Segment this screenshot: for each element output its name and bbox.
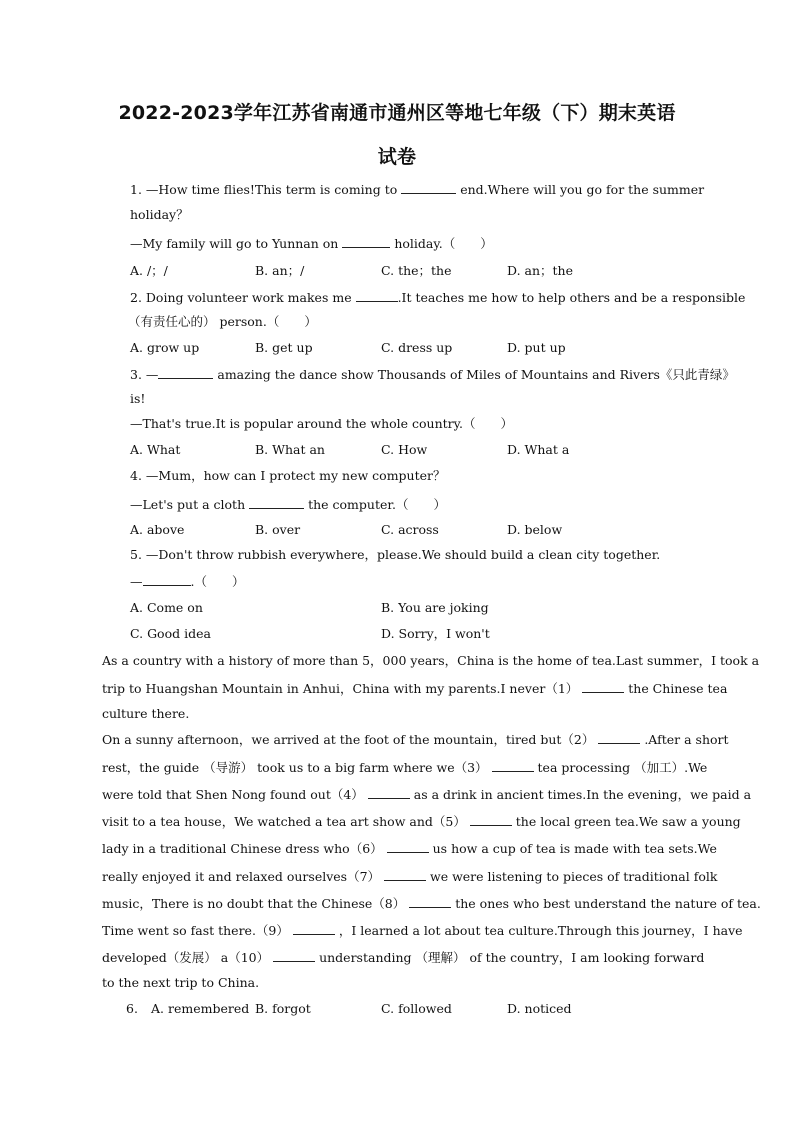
question-2-stem: 2. Doing volunteer work makes me .It teaches me how to help others and be a responsible bbox=[130, 290, 746, 305]
passage-line-9: really enjoyed it and relaxed ourselves（7） we were listening to pieces of traditional folk bbox=[102, 869, 718, 884]
answer-blank bbox=[356, 289, 398, 302]
cloze-blank-4 bbox=[368, 786, 410, 799]
passage-line-11: Time went so fast there.（9） ，I learned a lot about tea culture.Through this journey，I have bbox=[102, 923, 743, 938]
question-5-answer-line: — .（ ） bbox=[130, 574, 245, 589]
question-4-stem: 4. —Mum，how can I protect my new computer？ bbox=[130, 468, 446, 483]
question-3-stem-cont: is! bbox=[130, 391, 146, 406]
cloze-blank-10 bbox=[273, 949, 315, 962]
question-3-option-c: C. How bbox=[381, 442, 428, 457]
cloze-blank-9 bbox=[293, 922, 335, 935]
question-4-answer-line: —Let's put a cloth the computer.（ ） bbox=[130, 497, 446, 512]
answer-blank bbox=[143, 573, 191, 586]
question-3-answer-line: —That's true.It is popular around the whole country.（ ） bbox=[130, 416, 514, 431]
exam-title-line1: 2022-2023学年江苏省南通市通州区等地七年级（下）期末英语 bbox=[118, 102, 676, 124]
cloze-blank-5 bbox=[470, 813, 512, 826]
answer-blank bbox=[401, 181, 456, 194]
question-1-option-a: A. /；/ bbox=[130, 263, 168, 278]
answer-blank bbox=[249, 496, 304, 509]
question-1-option-c: C. the；the bbox=[381, 263, 452, 278]
question-3-stem: 3. — amazing the dance show Thousands of Miles of Mountains and Rivers《只此青绿》 bbox=[130, 367, 735, 382]
answer-blank bbox=[158, 366, 213, 379]
passage-line-8: lady in a traditional Chinese dress who（6） us how a cup of tea is made with tea sets.We bbox=[102, 841, 717, 856]
cloze-blank-2 bbox=[598, 731, 640, 744]
passage-line-12: developed（发展） a（10） understanding （理解） of the country，I am looking forward bbox=[102, 950, 705, 965]
passage-line-7: visit to a tea house，We watched a tea art show and（5） the local green tea.We saw a young bbox=[102, 814, 741, 829]
question-4-option-b: B. over bbox=[255, 522, 301, 537]
question-4-option-d: D. below bbox=[507, 522, 563, 537]
passage-line-4: On a sunny afternoon，we arrived at the foot of the mountain，tired but（2） .After a short bbox=[102, 732, 729, 747]
question-2-option-d: D. put up bbox=[507, 340, 566, 355]
passage-line-13: to the next trip to China. bbox=[102, 975, 260, 990]
question-5-option-b: B. You are joking bbox=[381, 600, 489, 615]
question-2-option-c: C. dress up bbox=[381, 340, 453, 355]
question-5-option-c: C. Good idea bbox=[130, 626, 211, 641]
cloze-blank-3 bbox=[492, 759, 534, 772]
question-6-option-c: C. followed bbox=[381, 1001, 452, 1016]
answer-blank bbox=[342, 235, 390, 248]
question-1-stem: 1. —How time flies!This term is coming to end.Where will you go for the summer bbox=[130, 182, 705, 197]
question-5-option-a: A. Come on bbox=[130, 600, 203, 615]
question-5-option-d: D. Sorry，I won't bbox=[381, 626, 490, 641]
passage-line-1: As a country with a history of more than 5，000 years，China is the home of tea.Last summer，I took a bbox=[102, 653, 760, 668]
question-1-answer-line: —My family will go to Yunnan on holiday.（ ） bbox=[130, 236, 493, 251]
question-1-stem-cont: holiday？ bbox=[130, 207, 189, 222]
exam-title-line2: 试卷 bbox=[377, 146, 417, 168]
cloze-blank-7 bbox=[384, 868, 426, 881]
passage-line-3: culture there. bbox=[102, 706, 190, 721]
question-6-number: 6. bbox=[126, 1001, 138, 1016]
question-2-option-a: A. grow up bbox=[130, 340, 200, 355]
cloze-blank-8 bbox=[409, 895, 451, 908]
question-2-stem-cont: （有责任心的） person.（ ） bbox=[128, 314, 317, 329]
question-6-option-d: D. noticed bbox=[507, 1001, 572, 1016]
cloze-blank-6 bbox=[387, 840, 429, 853]
question-4-option-a: A. above bbox=[130, 522, 185, 537]
passage-line-5: rest，the guide （导游） took us to a big farm where we（3） tea processing （加工）.We bbox=[102, 760, 708, 775]
question-3-option-b: B. What an bbox=[255, 442, 325, 457]
question-3-option-d: D. What a bbox=[507, 442, 570, 457]
passage-line-10: music，There is no doubt that the Chinese（8） the ones who best understand the nature of tea. bbox=[102, 896, 761, 911]
passage-line-2: trip to Huangshan Mountain in Anhui，China with my parents.I never（1） the Chinese tea bbox=[102, 681, 728, 696]
question-2-option-b: B. get up bbox=[255, 340, 313, 355]
question-4-option-c: C. across bbox=[381, 522, 439, 537]
question-6-option-a: A. remembered bbox=[151, 1001, 250, 1016]
question-1-option-d: D. an；the bbox=[507, 263, 573, 278]
question-3-option-a: A. What bbox=[130, 442, 181, 457]
question-1-option-b: B. an；/ bbox=[255, 263, 305, 278]
question-6-option-b: B. forgot bbox=[255, 1001, 311, 1016]
question-5-stem: 5. —Don't throw rubbish everywhere，please.We should build a clean city together. bbox=[130, 547, 661, 562]
cloze-blank-1 bbox=[582, 680, 624, 693]
passage-line-6: were told that Shen Nong found out（4） as a drink in ancient times.In the evening，we paid a bbox=[102, 787, 752, 802]
